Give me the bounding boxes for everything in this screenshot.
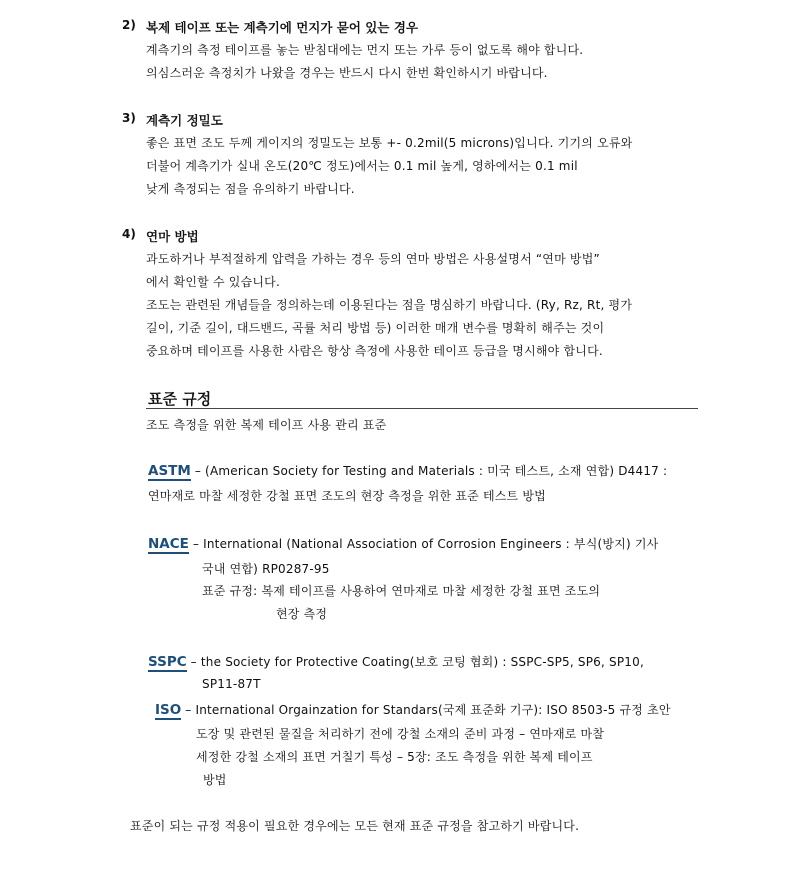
- section-3-line-1: 좋은 표면 조도 두께 게이지의 정밀도는 보통 +- 0.2mil(5 microns)입니다. 기기의 오류와: [146, 136, 633, 150]
- astm-entry: [148, 462, 667, 479]
- iso-line-2: 도장 및 관련된 물질을 처리하기 전에 강철 소재의 준비 과정 – 연마재로 마찰: [196, 727, 605, 741]
- nace-line-2: 국내 연합) RP0287-95: [202, 562, 330, 576]
- section-4-title: 연마 방법: [146, 229, 199, 244]
- iso-entry: [155, 701, 671, 718]
- nace-line-1: – International (National Association of Corrosion Engineers : 부식(방지) 기사: [188, 537, 659, 551]
- standards-title-rule: [146, 408, 698, 409]
- nace-entry: [148, 535, 658, 552]
- section-4-line-5: 중요하며 테이프를 사용한 사람은 항상 측정에 사용한 테이프 등급을 명시해야 합니다.: [146, 344, 603, 358]
- iso-acronym: ISO: [155, 702, 182, 718]
- section-3-line-2: 더불어 계측기가 실내 온도(20℃ 정도)에서는 0.1 mil 높게, 영하에서는 0.1 mil: [146, 159, 578, 173]
- standards-title: 표준 규정: [148, 390, 212, 408]
- standards-subtitle: 조도 측정을 위한 복제 테이프 사용 관리 표준: [146, 418, 387, 432]
- section-4-line-3: 조도는 관련된 개념들을 정의하는데 이용된다는 점을 명심하기 바랍니다. (Ry, Rz, Rt, 평가: [146, 298, 633, 312]
- section-4-line-2: 에서 확인할 수 있습니다.: [146, 275, 280, 289]
- iso-line-3: 세정한 강철 소재의 표면 거칠기 특성 – 5장: 조도 측정을 위한 복제 테이프: [196, 750, 593, 764]
- section-3-line-3: 낮게 측정되는 점을 유의하기 바랍니다.: [146, 182, 355, 196]
- sspc-entry: [148, 653, 644, 670]
- section-2-number: 2): [122, 18, 136, 32]
- astm-acronym: ASTM: [148, 463, 191, 479]
- section-4-number: 4): [122, 227, 136, 241]
- nace-line-4: 현장 측정: [276, 607, 328, 621]
- section-2-line-2: 의심스러운 측정치가 나왔을 경우는 반드시 다시 한번 확인하시기 바랍니다.: [146, 66, 548, 80]
- section-2-line-1: 계측기의 측정 테이프를 놓는 받침대에는 먼지 또는 가루 등이 없도록 해야 합니다.: [146, 43, 584, 57]
- section-3-number: 3): [122, 111, 136, 125]
- nace-line-3: 표준 규정: 복제 테이프를 사용하여 연마재로 마찰 세정한 강철 표면 조도의: [202, 584, 601, 598]
- sspc-acronym: SSPC: [148, 654, 187, 670]
- nace-acronym: NACE: [148, 536, 189, 552]
- astm-line-2: 연마재로 마찰 세정한 강철 표면 조도의 현장 측정을 위한 표준 테스트 방법: [148, 489, 546, 503]
- section-4-line-1: 과도하거나 부적절하게 압력을 가하는 경우 등의 연마 방법은 사용설명서 “연마 방법”: [146, 252, 600, 266]
- section-4-line-4: 길이, 기준 길이, 대드밴드, 곡률 처리 방법 등) 이러한 매개 변수를 명확히 해주는 것이: [146, 321, 605, 335]
- standards-footer: 표준이 되는 규정 적용이 필요한 경우에는 모든 현재 표준 규정을 참고하기 바랍니다.: [130, 819, 580, 833]
- iso-line-1: – International Orgainzation for Standars(국제 표준화 기구): ISO 8503-5 규정 초안: [181, 703, 671, 717]
- iso-line-4: 방법: [203, 773, 227, 787]
- sspc-line-1: – the Society for Protective Coating(보호 코팅 협회) : SSPC-SP5, SP6, SP10,: [186, 655, 644, 669]
- sspc-line-2: SP11-87T: [202, 677, 261, 691]
- section-2-title: 복제 테이프 또는 계측기에 먼지가 묻어 있는 경우: [146, 20, 418, 35]
- section-3-title: 계측기 정밀도: [146, 113, 223, 128]
- astm-line-1: – (American Society for Testing and Materials : 미국 테스트, 소재 연합) D4417 :: [190, 464, 668, 478]
